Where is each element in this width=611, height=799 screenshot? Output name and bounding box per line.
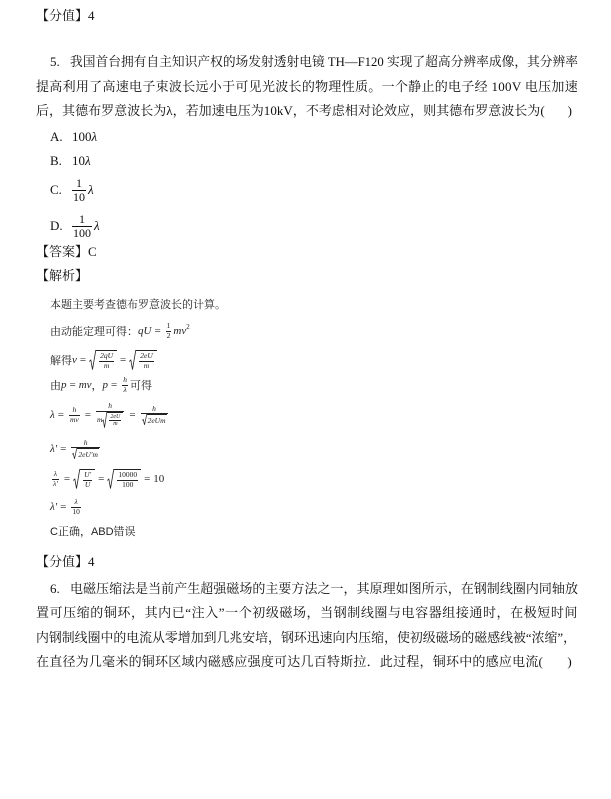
- fraction-denominator: 10: [72, 506, 80, 516]
- radicand: [107, 412, 123, 428]
- math-symbol: λ': [50, 443, 58, 455]
- option-value: 10: [72, 153, 85, 168]
- exponent: 2: [186, 323, 190, 331]
- fraction: [141, 405, 168, 426]
- fraction: [166, 322, 172, 340]
- fraction-denominator: 2: [166, 330, 171, 340]
- radical-sign-icon: [142, 414, 147, 425]
- fraction-numerator: 10000: [118, 470, 138, 479]
- fraction-numerator: h: [141, 405, 168, 415]
- fraction-denominator: m: [143, 360, 150, 370]
- equals-sign: =: [84, 409, 91, 421]
- radicand: [80, 469, 95, 489]
- question-6-number: 6.: [50, 581, 60, 596]
- option-unit: λ: [88, 182, 94, 197]
- math-symbol: qU: [138, 325, 152, 337]
- equals-sign: =: [111, 379, 118, 391]
- option-unit: λ: [85, 153, 91, 168]
- question-5-score-label: 【分值】4: [36, 554, 95, 569]
- square-root: [142, 414, 167, 425]
- question-text: 置可压缩的铜环，其内已“注入”一个初级磁场，当钢制线圈与电容器组接通时，在极短时间: [36, 605, 578, 620]
- equals-sign: =: [57, 409, 64, 421]
- fraction-denominator: mv: [69, 414, 79, 424]
- radicand: [136, 350, 157, 370]
- analysis-step-4: [50, 400, 170, 430]
- result-value: 10: [153, 473, 165, 485]
- fraction: [139, 352, 154, 370]
- math-symbol: p: [102, 379, 109, 391]
- radicand: [77, 448, 99, 459]
- option-fraction: [72, 177, 86, 204]
- step-text: 由动能定理可得：: [50, 326, 138, 338]
- question-5-line-3: [36, 101, 572, 121]
- math-symbol: p: [61, 379, 67, 391]
- math-symbol: λ: [50, 409, 55, 421]
- square-root: [89, 350, 117, 370]
- analysis-step-6: [50, 464, 164, 494]
- fraction: [99, 352, 114, 370]
- fraction: [109, 414, 121, 428]
- radical-sign-icon: [107, 469, 114, 489]
- fraction: [96, 402, 124, 428]
- fraction-numerator: 2eU: [140, 351, 153, 360]
- option-b: [50, 146, 91, 176]
- question-6-line-1: [70, 579, 578, 599]
- radicand: [147, 414, 167, 425]
- fraction-numerator: h: [123, 375, 128, 384]
- fraction-numerator: 2qU: [100, 351, 114, 360]
- fraction-denominator: λ': [53, 478, 58, 488]
- fraction-numerator: 1: [72, 177, 86, 191]
- question-text: 提高利用了高速电子束波长远小于可见光波长的物理性质。一个静止的电子经 100V 电压加速: [36, 79, 578, 94]
- answer-label: 【答案】C: [36, 244, 97, 259]
- equals-sign: =: [129, 409, 136, 421]
- equals-sign: =: [98, 473, 105, 485]
- question-6-line-3: [36, 628, 576, 648]
- math-symbol: mv: [78, 379, 92, 391]
- fraction: [71, 498, 81, 516]
- math-symbol: mv: [173, 325, 187, 337]
- square-root: [107, 469, 141, 489]
- previous-score-label: 【分值】4: [36, 8, 95, 23]
- option-label: C.: [50, 182, 62, 197]
- fraction-denominator: [141, 414, 168, 425]
- option-d: [50, 211, 100, 241]
- fraction-denominator: m: [113, 421, 118, 428]
- radicand: [96, 350, 117, 370]
- analysis-conclusion: C正确，ABD错误: [50, 526, 136, 538]
- option-value: 100: [72, 129, 92, 144]
- equals-sign: =: [60, 443, 67, 455]
- question-text: 我国首台拥有自主知识产权的场发射透射电镜 TH—F120 实现了超高分辨率成像，其分辨率: [70, 54, 578, 69]
- fraction-denominator: 10: [73, 189, 85, 204]
- step-text: 可得: [130, 380, 153, 392]
- fraction: [69, 406, 80, 424]
- square-root: [102, 412, 123, 428]
- option-unit: λ: [94, 218, 100, 233]
- option-c: [50, 175, 94, 205]
- fraction-denominator: λ: [123, 384, 127, 394]
- equals-sign: =: [60, 501, 67, 513]
- equals-sign: =: [79, 354, 87, 366]
- fraction-numerator: λ: [71, 498, 81, 508]
- radicand-text: 2eUm: [147, 416, 166, 426]
- square-root: [129, 350, 157, 370]
- option-fraction: [72, 213, 92, 240]
- fraction: [83, 471, 92, 489]
- fraction-denominator: [96, 412, 124, 428]
- step-text: 解得: [50, 355, 72, 367]
- question-text: 内钢制线圈中的电流从零增加到几兆安培，钢环迅速向内压缩，使初级磁场的磁感线被“浓缩”，: [36, 630, 576, 645]
- analysis-step-3: [50, 370, 152, 400]
- option-label: D.: [50, 218, 63, 233]
- fraction-denominator: 100: [122, 479, 134, 489]
- math-symbol: m: [96, 414, 103, 424]
- comma: ，: [91, 380, 103, 392]
- analysis-step-1: [50, 316, 190, 346]
- fraction: [71, 439, 100, 460]
- option-label: A.: [50, 129, 63, 144]
- square-root: [72, 448, 99, 459]
- radicand-text: 2eU'm: [78, 450, 98, 460]
- fraction-numerator: U': [84, 470, 92, 479]
- fraction: [122, 376, 128, 394]
- fraction-denominator: U: [84, 479, 91, 489]
- fraction-denominator: [71, 448, 100, 459]
- fraction-numerator: h: [71, 439, 100, 449]
- math-symbol: λ': [50, 501, 58, 513]
- analysis-intro: 本题主要考查德布罗意波长的计算。: [50, 299, 226, 311]
- radical-sign-icon: [129, 350, 136, 370]
- question-text: 电磁压缩法是当前产生超强磁场的主要方法之一，其原理如图所示，在钢制线圈内同轴放: [70, 581, 578, 596]
- math-symbol: v: [72, 354, 77, 366]
- equals-sign: =: [120, 354, 127, 366]
- fraction: [117, 471, 138, 489]
- fraction-numerator: h: [96, 402, 124, 412]
- fraction-denominator: 100: [73, 225, 91, 240]
- equals-sign: =: [154, 325, 161, 337]
- analysis-step-5: [50, 434, 102, 464]
- question-5-line-1: [70, 52, 578, 72]
- fraction-numerator: λ: [53, 469, 58, 478]
- fraction-numerator: 1: [72, 213, 92, 227]
- question-6-line-4: [36, 652, 572, 672]
- fraction-numerator: h: [69, 406, 80, 416]
- option-unit: λ: [91, 129, 98, 144]
- step-text: 由: [50, 380, 61, 392]
- radical-sign-icon: [73, 469, 80, 489]
- radicand: [114, 469, 141, 489]
- fraction-denominator: m: [103, 360, 110, 370]
- question-text: 在直径为几毫米的铜环区域内磁感应强度可达几百特斯拉．此过程，铜环中的感应电流( ): [36, 654, 572, 669]
- equals-sign: =: [63, 473, 71, 485]
- option-label: B.: [50, 153, 62, 168]
- question-text: 后，其德布罗意波长为λ，若加速电压为10kV，不考虑相对论效应，则其德布罗意波长为( ): [36, 103, 572, 118]
- question-5-line-2: [36, 77, 578, 97]
- fraction-numerator: 2eU: [110, 413, 121, 420]
- square-root: [73, 469, 95, 489]
- question-5-number: 5.: [50, 54, 60, 69]
- equals-sign: =: [69, 379, 76, 391]
- equals-sign: =: [144, 473, 151, 485]
- analysis-heading: 【解析】: [36, 268, 89, 283]
- fraction: [52, 470, 59, 488]
- radical-sign-icon: [72, 448, 77, 459]
- fraction-numerator: 1: [166, 321, 171, 330]
- radical-sign-icon: [102, 412, 107, 428]
- question-6-line-2: [36, 603, 578, 623]
- radical-sign-icon: [89, 350, 96, 370]
